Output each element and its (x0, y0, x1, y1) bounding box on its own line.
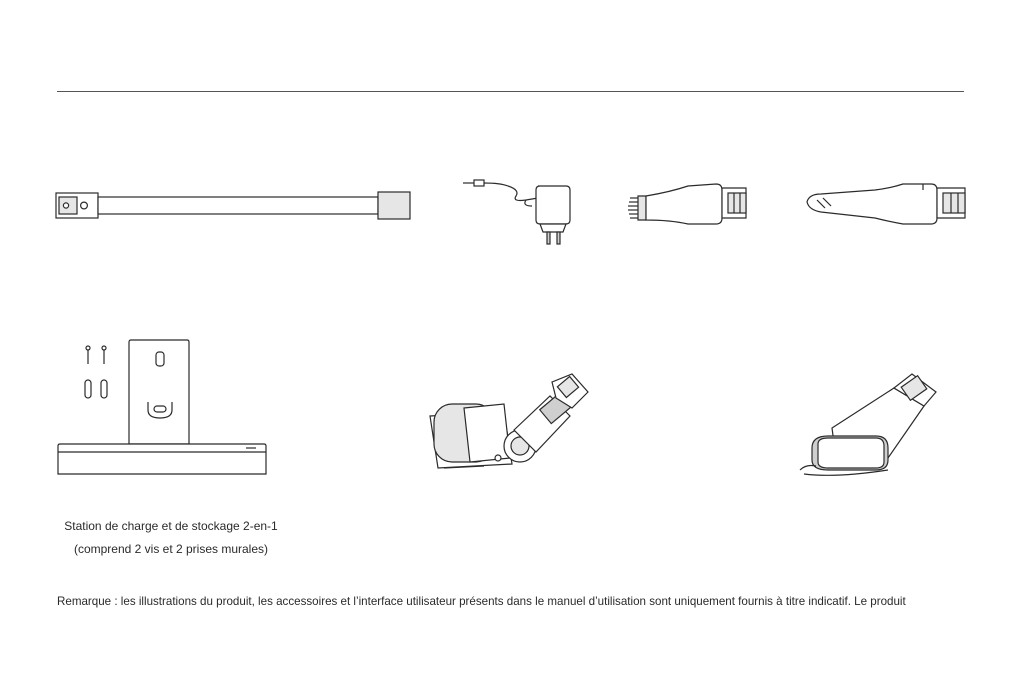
caption-line-2: (comprend 2 vis et 2 prises murales) (73, 542, 269, 556)
top-divider (57, 91, 964, 92)
charging-station-illustration (56, 336, 271, 480)
brush-tool-illustration (624, 180, 754, 230)
remark-text: Remarque : les illustrations du produit, les accessoires et l’interface utilisateur présents dans le manuel d’utilisation sont uniquement fournis à titre indicatif. Le produit (57, 595, 906, 608)
extension-tube-illustration (54, 186, 414, 226)
crevice-tool-illustration (803, 180, 973, 230)
mini-brush-illustration (796, 366, 946, 478)
charging-station-caption (40, 515, 302, 561)
caption-line-1: Station de charge et de stockage 2-en-1 (64, 519, 278, 533)
floor-brush-illustration (424, 368, 594, 480)
charger-adapter-illustration (460, 176, 580, 248)
